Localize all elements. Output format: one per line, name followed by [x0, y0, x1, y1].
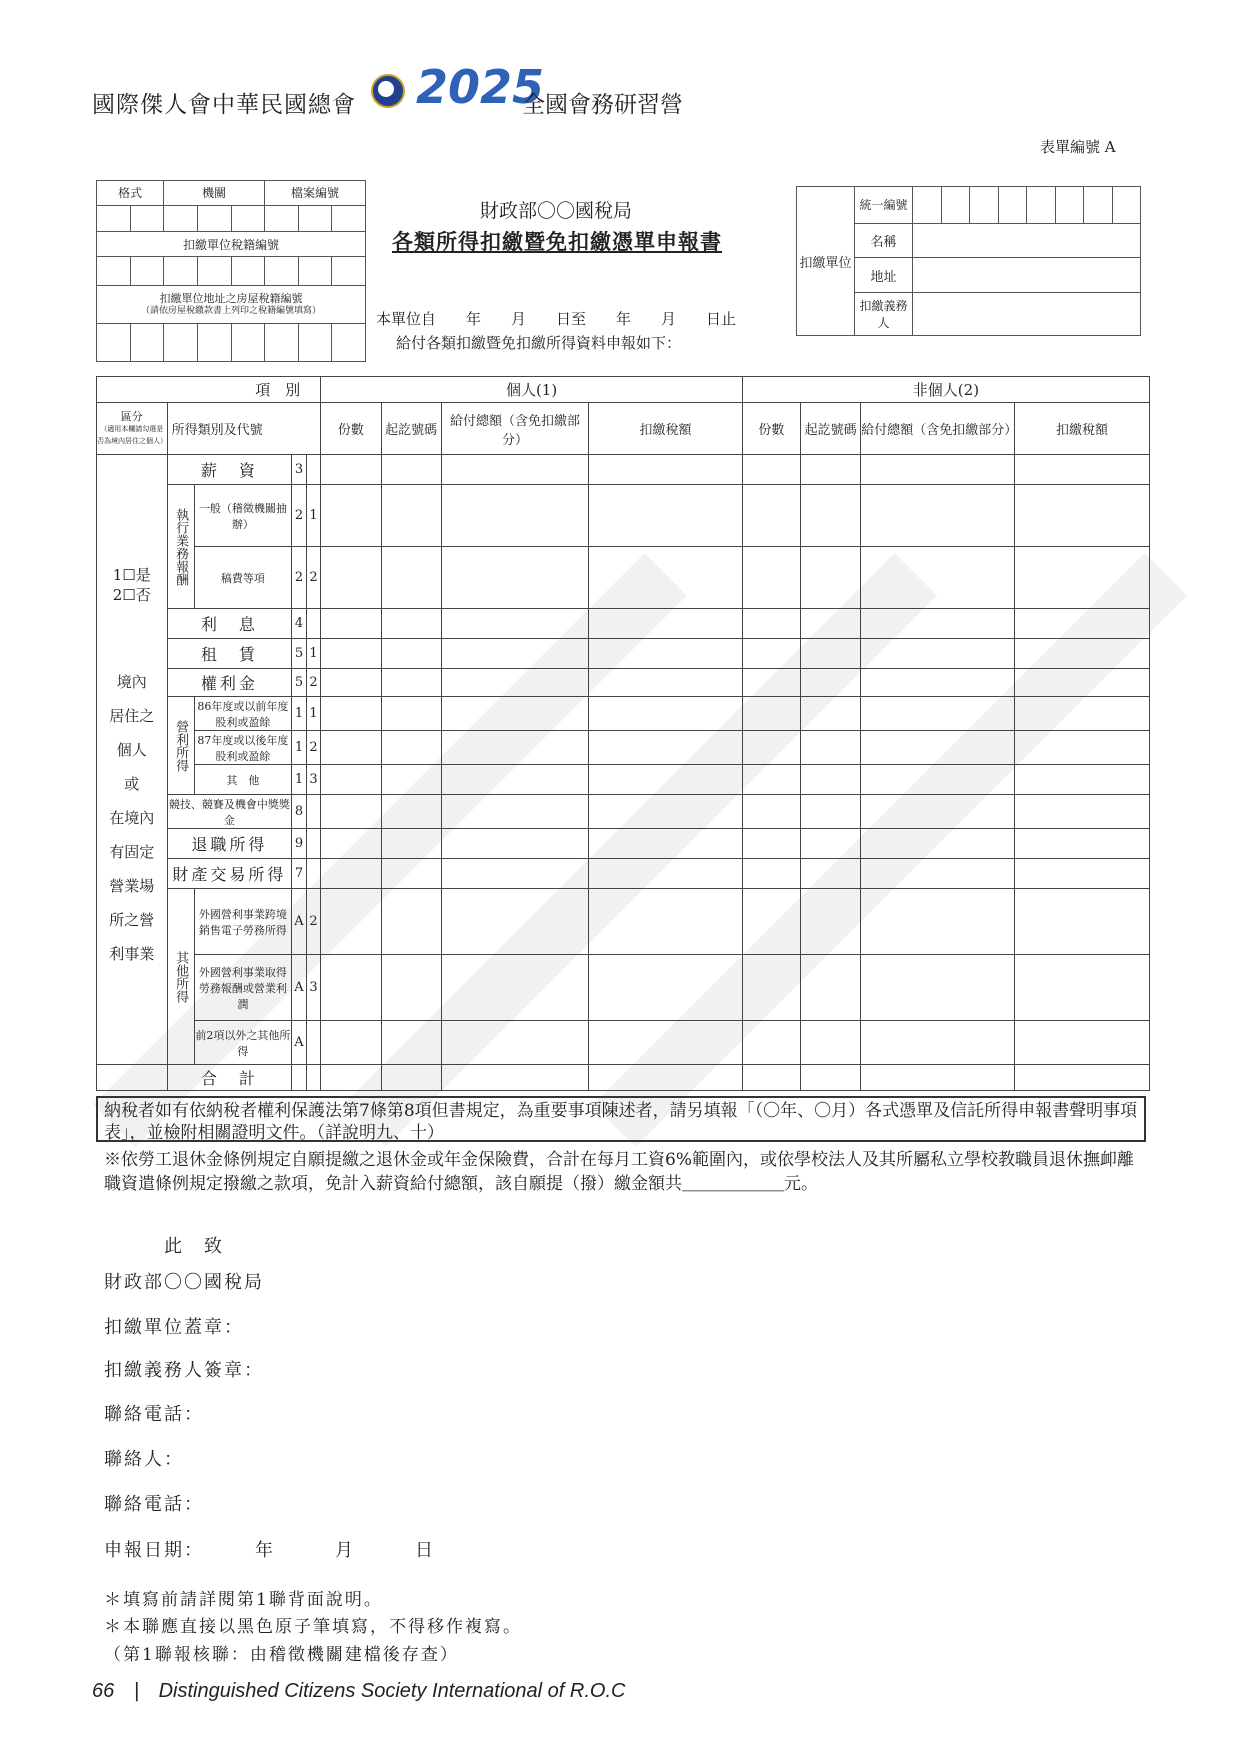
item-header: 項 別	[97, 377, 321, 403]
entry-cell[interactable]	[742, 485, 800, 547]
income-code: 5	[292, 669, 307, 697]
table-row	[97, 639, 1150, 669]
entry-cell[interactable]	[1014, 485, 1149, 547]
notice-text: 納稅者如有依納稅者權利保護法第7條第8項但書規定，為重要事項陳述者，請另填報「（〇年、〇月）各式憑單及信託所得申報書聲明事項表」，並檢附相關證明文件。（詳說明九、十）	[104, 1101, 1138, 1143]
code-box	[96, 180, 366, 362]
income-code-sub	[306, 455, 321, 485]
entry-cell[interactable]	[381, 859, 441, 889]
entry-cell[interactable]	[321, 1065, 381, 1091]
col-tax-2: 扣繳稅額	[1014, 403, 1149, 455]
entry-cell[interactable]	[589, 1021, 743, 1065]
entry-cell[interactable]	[321, 955, 381, 1021]
income-type-label: 外國營利事業取得勞務報酬或營業利潤	[194, 955, 292, 1021]
entry-cell[interactable]	[801, 955, 861, 1021]
entry-cell[interactable]	[1014, 697, 1149, 731]
entry-cell[interactable]	[1014, 859, 1149, 889]
entry-cell[interactable]	[321, 639, 381, 669]
entry-cell[interactable]	[742, 639, 800, 669]
note-1: ＊填寫前請詳閱第1聯背面說明。	[104, 1590, 383, 1610]
entry-cell[interactable]	[742, 859, 800, 889]
table-row	[97, 829, 1150, 859]
income-type-label: 租 賃	[167, 639, 292, 669]
notice-box	[96, 1096, 1146, 1142]
entry-cell[interactable]	[589, 859, 743, 889]
entry-cell[interactable]	[441, 731, 588, 765]
entry-cell[interactable]	[321, 485, 381, 547]
entry-cell[interactable]	[589, 485, 743, 547]
entry-cell[interactable]	[801, 765, 861, 795]
entry-cell[interactable]	[801, 859, 861, 889]
income-type-label: 86年度或以前年度股利或盈餘	[194, 697, 292, 731]
entry-cell[interactable]	[742, 669, 800, 697]
phone-label-2: 聯絡電話：	[104, 1494, 204, 1515]
entry-cell[interactable]	[381, 765, 441, 795]
entry-cell[interactable]	[742, 889, 800, 955]
entry-cell[interactable]	[801, 639, 861, 669]
entry-cell[interactable]	[1014, 889, 1149, 955]
entry-cell[interactable]	[381, 955, 441, 1021]
income-code-sub	[306, 1021, 321, 1065]
income-type-label: 前2項以外之其他所得	[194, 1021, 292, 1065]
table-row	[97, 1021, 1150, 1065]
income-type-label: 利 息	[167, 609, 292, 639]
income-code-sub	[306, 795, 321, 829]
entry-cell[interactable]	[381, 731, 441, 765]
entry-cell[interactable]	[381, 1021, 441, 1065]
entry-cell[interactable]	[861, 485, 1015, 547]
col-total-1: 給付總額（含免扣繳部分）	[441, 403, 588, 455]
entry-cell[interactable]	[861, 765, 1015, 795]
entry-cell[interactable]	[441, 859, 588, 889]
table-row	[97, 669, 1150, 697]
recipient: 財政部〇〇國稅局	[104, 1272, 264, 1293]
entry-cell[interactable]	[441, 697, 588, 731]
entry-cell[interactable]	[441, 829, 588, 859]
withholder-label: 扣繳單位	[797, 187, 855, 336]
format-label: 格式	[97, 181, 164, 206]
entry-cell[interactable]	[861, 829, 1015, 859]
entry-cell[interactable]	[381, 669, 441, 697]
resident-desc-line: 個人	[116, 741, 147, 759]
entry-cell[interactable]	[381, 485, 441, 547]
entry-cell[interactable]	[321, 731, 381, 765]
table-row	[97, 1065, 1150, 1091]
entry-cell[interactable]	[589, 697, 743, 731]
entry-cell[interactable]	[381, 697, 441, 731]
income-code-sub	[306, 609, 321, 639]
resident-desc-line: 所之營	[109, 911, 155, 929]
entry-cell[interactable]	[441, 455, 588, 485]
agent-label: 扣繳義務人	[855, 293, 913, 336]
resident-desc-line: 有固定	[109, 843, 155, 861]
table-row	[97, 731, 1150, 765]
income-code-sub: 1	[306, 485, 321, 547]
period-line: 本單位自 年 月 日至 年 月 日止	[376, 310, 737, 328]
entry-cell[interactable]	[321, 829, 381, 859]
entry-cell[interactable]	[1014, 1065, 1149, 1091]
income-code: 1	[292, 697, 307, 731]
addr-label: 扣繳單位地址之房屋稅籍編號	[159, 291, 303, 305]
footer-org: Distinguished Citizens Society International of R.O.C	[158, 1680, 626, 1702]
entry-cell[interactable]	[589, 639, 743, 669]
entry-cell[interactable]	[589, 547, 743, 609]
entry-cell[interactable]	[1014, 547, 1149, 609]
entry-cell[interactable]	[861, 1021, 1015, 1065]
entry-cell[interactable]	[742, 697, 800, 731]
entry-cell[interactable]	[861, 859, 1015, 889]
resident-desc-line: 營業場	[109, 877, 155, 895]
income-type-label: 薪 資	[167, 455, 292, 485]
income-code: 1	[292, 731, 307, 765]
entry-cell[interactable]	[321, 609, 381, 639]
entry-cell[interactable]	[801, 697, 861, 731]
entry-cell[interactable]	[441, 889, 588, 955]
col-serial-2: 起訖號碼	[801, 403, 861, 455]
entry-cell[interactable]	[742, 795, 800, 829]
income-code-sub: 1	[306, 697, 321, 731]
entry-cell[interactable]	[321, 859, 381, 889]
entry-cell[interactable]	[441, 669, 588, 697]
entry-cell[interactable]	[801, 829, 861, 859]
entry-cell[interactable]	[861, 731, 1015, 765]
entry-cell[interactable]	[861, 955, 1015, 1021]
entry-cell[interactable]	[441, 547, 588, 609]
entry-cell[interactable]	[381, 639, 441, 669]
entry-cell[interactable]	[589, 955, 743, 1021]
income-code: 5	[292, 639, 307, 669]
income-code-sub: 2	[306, 669, 321, 697]
income-code-sub: 2	[306, 889, 321, 955]
income-code-sub	[306, 859, 321, 889]
income-code: A	[292, 889, 307, 955]
entry-cell[interactable]	[589, 765, 743, 795]
entry-cell[interactable]	[742, 829, 800, 859]
income-code-sub: 3	[306, 765, 321, 795]
entry-cell[interactable]	[441, 795, 588, 829]
table-row	[97, 889, 1150, 955]
resident-choice[interactable]: 1☐是	[112, 566, 151, 584]
income-type-label: 一般（稽徵機關抽辦）	[194, 485, 292, 547]
entry-cell[interactable]	[381, 609, 441, 639]
entry-cell[interactable]	[861, 547, 1015, 609]
income-label: 所得類別及代號	[167, 403, 321, 455]
entry-cell[interactable]	[861, 455, 1015, 485]
income-code-sub: 3	[306, 955, 321, 1021]
pension-note: ※依勞工退休金條例規定自願提繳之退休金或年金保險費，合計在每月工資6%範圍內，或依學校法人及其所屬私立學校教職員退休撫卹離職資遣條例規定撥繳之款項，免計入薪資給付總額，該自願提（撥）繳金額共＿＿＿＿＿＿元。	[104, 1150, 1134, 1194]
entry-cell[interactable]	[441, 639, 588, 669]
income-code: 7	[292, 859, 307, 889]
entry-cell[interactable]	[381, 795, 441, 829]
entry-cell[interactable]	[1014, 609, 1149, 639]
entry-cell[interactable]	[381, 889, 441, 955]
group-label: 營利所得	[167, 697, 194, 795]
note-3: （第1聯報核聯：由稽徵機關建檔後存查）	[104, 1645, 459, 1665]
entry-cell[interactable]	[441, 1065, 588, 1091]
income-code: 2	[292, 485, 307, 547]
name-label: 名稱	[855, 223, 913, 258]
income-type-label: 其 他	[194, 765, 292, 795]
entry-cell[interactable]	[589, 455, 743, 485]
entry-cell[interactable]	[321, 547, 381, 609]
resident-desc-line: 境內	[116, 673, 147, 691]
entry-cell[interactable]	[1014, 1021, 1149, 1065]
entry-cell[interactable]	[381, 1065, 441, 1091]
table-row	[97, 455, 1150, 485]
footer-separator: |	[133, 1680, 140, 1702]
income-code-sub: 2	[306, 731, 321, 765]
entry-cell[interactable]	[381, 455, 441, 485]
resident-choice[interactable]: 2☐否	[112, 586, 151, 604]
individual-header: 個人(1)	[321, 377, 743, 403]
entry-cell[interactable]	[861, 795, 1015, 829]
entry-cell[interactable]	[1014, 795, 1149, 829]
entry-cell[interactable]	[321, 669, 381, 697]
income-code: 9	[292, 829, 307, 859]
income-code-sub	[306, 829, 321, 859]
withholder-box	[796, 186, 1141, 336]
entry-cell[interactable]	[381, 547, 441, 609]
resident-desc-line: 在境內	[109, 809, 155, 827]
entry-cell[interactable]	[861, 669, 1015, 697]
income-type-label: 財產交易所得	[167, 859, 292, 889]
page-number: 66	[92, 1680, 115, 1702]
income-type-label: 稿費等項	[194, 547, 292, 609]
entry-cell[interactable]	[801, 1065, 861, 1091]
address-label: 地址	[855, 258, 913, 293]
entry-cell[interactable]	[742, 455, 800, 485]
entry-cell[interactable]	[742, 609, 800, 639]
note-2: ＊本聯應直接以黑色原子筆填寫，不得移作複寫。	[104, 1617, 522, 1637]
col-tax-1: 扣繳稅額	[589, 403, 743, 455]
office-label: 機關	[164, 181, 265, 206]
entry-cell[interactable]	[1014, 639, 1149, 669]
resident-cell	[97, 455, 168, 1065]
col-copies-2: 份數	[742, 403, 800, 455]
col-serial-1: 起訖號碼	[381, 403, 441, 455]
income-type-label: 外國營利事業跨境銷售電子勞務所得	[194, 889, 292, 955]
income-code: 8	[292, 795, 307, 829]
date-label: 申報日期： 年 月 日	[104, 1540, 435, 1561]
income-code-sub	[306, 1065, 321, 1091]
addr-note: （請依房屋稅繳款書上列印之稅籍編號填寫）	[140, 305, 321, 316]
table-row	[97, 485, 1150, 547]
income-code: 3	[292, 455, 307, 485]
resident-desc-line: 利事業	[109, 945, 155, 963]
entry-cell[interactable]	[801, 889, 861, 955]
col-copies-1: 份數	[321, 403, 381, 455]
income-type-label: 權利金	[167, 669, 292, 697]
entry-cell[interactable]	[589, 669, 743, 697]
entry-cell[interactable]	[742, 1021, 800, 1065]
entry-cell[interactable]	[801, 795, 861, 829]
event-name: 全國會務研習營	[522, 92, 683, 118]
income-code: A	[292, 955, 307, 1021]
entry-cell[interactable]	[441, 485, 588, 547]
entry-cell[interactable]	[801, 1021, 861, 1065]
income-type-label: 競技、競賽及機會中獎獎金	[167, 795, 292, 829]
group-label: 其他所得	[167, 889, 194, 1065]
group-label: 執行業務報酬	[167, 485, 194, 609]
seal-label: 扣繳單位蓋章：	[104, 1317, 244, 1338]
entry-cell[interactable]	[1014, 829, 1149, 859]
income-code	[292, 1065, 307, 1091]
form-number: 表單編號 A	[1040, 138, 1116, 156]
entry-cell[interactable]	[321, 1021, 381, 1065]
footer	[92, 1680, 625, 1703]
entry-cell[interactable]	[861, 697, 1015, 731]
entry-cell[interactable]	[381, 829, 441, 859]
table-row	[97, 547, 1150, 609]
income-code: 2	[292, 547, 307, 609]
entry-cell[interactable]	[441, 1021, 588, 1065]
income-type-label: 合 計	[167, 1065, 292, 1091]
entry-cell[interactable]	[589, 731, 743, 765]
entry-cell[interactable]	[742, 731, 800, 765]
salutation: 此 致	[164, 1236, 224, 1257]
entry-cell[interactable]	[321, 765, 381, 795]
income-code-sub: 2	[306, 547, 321, 609]
income-code: 1	[292, 765, 307, 795]
phone-label-1: 聯絡電話：	[104, 1404, 204, 1425]
table-row	[97, 609, 1150, 639]
table-row	[97, 795, 1150, 829]
entry-cell[interactable]	[801, 731, 861, 765]
entry-cell[interactable]	[321, 455, 381, 485]
entry-cell[interactable]	[801, 609, 861, 639]
entry-cell[interactable]	[589, 609, 743, 639]
non-individual-header: 非個人(2)	[742, 377, 1149, 403]
entry-cell[interactable]	[801, 455, 861, 485]
resident-desc-line: 或	[124, 775, 140, 793]
income-code-sub: 1	[306, 639, 321, 669]
income-table	[96, 376, 1150, 1091]
entry-cell[interactable]	[1014, 731, 1149, 765]
entry-cell[interactable]	[441, 609, 588, 639]
entry-cell[interactable]	[589, 795, 743, 829]
signature-label: 扣繳義務人簽章：	[104, 1360, 264, 1381]
entry-cell[interactable]	[1014, 955, 1149, 1021]
entry-cell[interactable]	[861, 1065, 1015, 1091]
entry-cell[interactable]	[742, 765, 800, 795]
entry-cell[interactable]	[321, 795, 381, 829]
entry-cell[interactable]	[861, 609, 1015, 639]
period-line-2: 給付各類扣繳暨免扣繳所得資料申報如下：	[396, 334, 682, 352]
form-title: 各類所得扣繳暨免扣繳憑單申報書	[392, 229, 722, 254]
unified-no-label: 統一編號	[855, 187, 913, 224]
entry-cell[interactable]	[801, 669, 861, 697]
entry-cell[interactable]	[321, 697, 381, 731]
table-row	[97, 697, 1150, 731]
entry-cell[interactable]	[321, 889, 381, 955]
entry-cell[interactable]	[801, 547, 861, 609]
entry-cell[interactable]	[1014, 765, 1149, 795]
col-total-2: 給付總額（含免扣繳部分）	[861, 403, 1015, 455]
entry-cell[interactable]	[589, 1065, 743, 1091]
entry-cell[interactable]	[1014, 455, 1149, 485]
year-logo: 2025	[416, 60, 545, 114]
entry-cell[interactable]	[1014, 669, 1149, 697]
entry-cell[interactable]	[742, 955, 800, 1021]
table-row	[97, 955, 1150, 1021]
income-code: A	[292, 1021, 307, 1065]
category-label: 區分	[120, 409, 143, 423]
income-code: 4	[292, 609, 307, 639]
entry-cell[interactable]	[589, 829, 743, 859]
category-note: （適用本欄請勾選是否為境內居住之個人）	[97, 424, 167, 445]
org-name: 國際傑人會中華民國總會	[92, 92, 356, 118]
income-type-label: 87年度或以後年度股利或盈餘	[194, 731, 292, 765]
income-type-label: 退職所得	[167, 829, 292, 859]
entry-cell[interactable]	[441, 955, 588, 1021]
org-emblem-center	[378, 81, 394, 97]
resident-desc-line: 居住之	[109, 707, 155, 725]
entry-cell[interactable]	[801, 485, 861, 547]
table-row	[97, 765, 1150, 795]
table-row	[97, 859, 1150, 889]
entry-cell[interactable]	[441, 765, 588, 795]
contact-label: 聯絡人：	[104, 1449, 184, 1470]
agency-name: 財政部〇〇國稅局	[480, 200, 633, 222]
entry-cell[interactable]	[589, 889, 743, 955]
entry-cell[interactable]	[742, 547, 800, 609]
tax-id-label: 扣繳單位稅籍編號	[97, 232, 366, 257]
entry-cell[interactable]	[861, 889, 1015, 955]
entry-cell[interactable]	[861, 639, 1015, 669]
file-no-label: 檔案編號	[265, 181, 366, 206]
entry-cell[interactable]	[742, 1065, 800, 1091]
